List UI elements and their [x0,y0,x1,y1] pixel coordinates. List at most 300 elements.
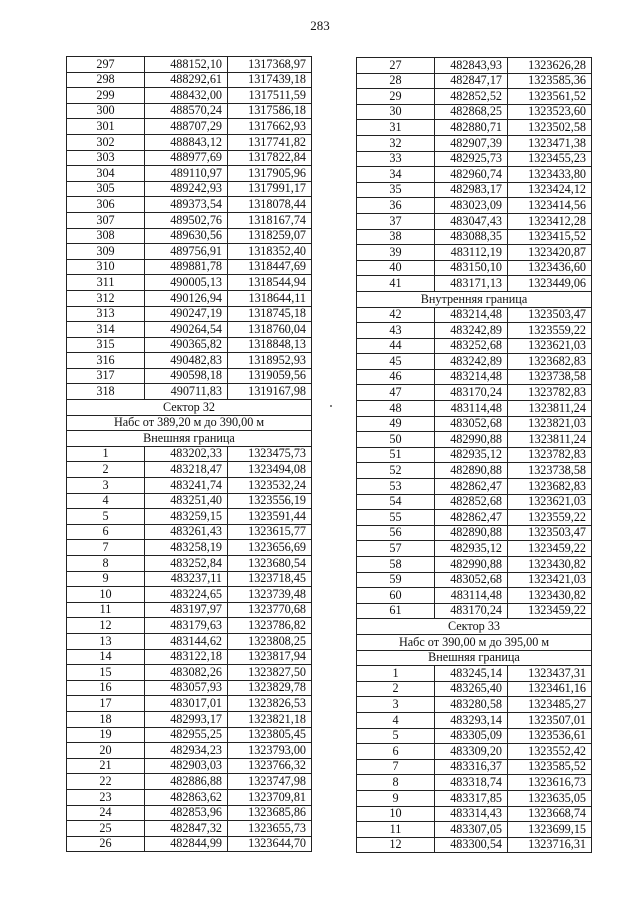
coord-x: 483144,62 [145,633,228,649]
table-row [357,260,592,276]
table-row [357,510,592,526]
point-number: 3 [357,697,435,713]
coord-x: 483150,10 [435,260,508,276]
table-row [357,385,592,401]
coord-x: 483224,65 [145,587,228,603]
coord-y: 1323559,22 [508,323,592,339]
table-row [67,540,312,556]
coord-y: 1323502,58 [508,120,592,136]
coord-x: 483242,89 [435,323,508,339]
point-number: 28 [357,73,435,89]
coord-y: 1323412,28 [508,213,592,229]
point-number: 51 [357,447,435,463]
coord-y: 1318447,69 [228,259,312,275]
coord-x: 482993,17 [145,711,228,727]
point-number: 50 [357,432,435,448]
coord-y: 1318259,07 [228,228,312,244]
table-row [357,432,592,448]
coord-y: 1323585,52 [508,759,592,775]
coord-x: 483052,68 [435,416,508,432]
coord-y: 1323782,83 [508,447,592,463]
coordinates-table-right [356,57,592,853]
coord-y: 1323459,22 [508,603,592,619]
coord-y: 1319059,56 [228,368,312,384]
coord-x: 482863,62 [145,789,228,805]
coord-y: 1323811,24 [508,401,592,417]
coord-x: 482907,39 [435,135,508,151]
coord-x: 483316,37 [435,759,508,775]
table-row [67,665,312,681]
coord-y: 1323561,52 [508,89,592,105]
point-number: 30 [357,104,435,120]
table-row [357,104,592,120]
coord-y: 1317741,82 [228,134,312,150]
coord-y: 1318644,11 [228,290,312,306]
point-number: 15 [67,665,145,681]
point-number: 12 [67,618,145,634]
table-row [67,556,312,572]
page-number: 283 [310,18,330,33]
point-number: 309 [67,244,145,260]
point-number: 5 [67,509,145,525]
point-number: 37 [357,213,435,229]
coord-y: 1323644,70 [228,836,312,852]
coord-x: 483317,85 [435,790,508,806]
coord-y: 1323621,03 [508,494,592,510]
point-number: 38 [357,229,435,245]
table-row [67,275,312,291]
coord-x: 482862,47 [435,510,508,526]
coord-x: 483261,43 [145,524,228,540]
point-number: 304 [67,166,145,182]
point-number: 312 [67,290,145,306]
point-number: 36 [357,198,435,214]
coord-x: 483170,24 [435,385,508,401]
coord-y: 1318078,44 [228,197,312,213]
coord-y: 1323699,15 [508,822,592,838]
coord-x: 482880,71 [435,120,508,136]
coord-y: 1318760,04 [228,322,312,338]
point-number: 41 [357,276,435,292]
table-row [357,806,592,822]
coord-x: 482853,96 [145,805,228,821]
table-row [357,276,592,292]
coord-y: 1323433,80 [508,167,592,183]
table-row [357,447,592,463]
coord-x: 483171,13 [435,276,508,292]
point-number: 5 [357,728,435,744]
point-number: 317 [67,368,145,384]
coord-x: 483202,33 [145,446,228,462]
coord-x: 483241,74 [145,478,228,494]
coord-x: 483307,05 [435,822,508,838]
coord-y: 1323829,78 [228,680,312,696]
coord-y: 1323461,16 [508,681,592,697]
coord-x: 482862,47 [435,479,508,495]
point-number: 18 [67,711,145,727]
point-number: 4 [357,712,435,728]
table-row [67,134,312,150]
table-row [67,836,312,852]
coord-x: 490247,19 [145,306,228,322]
coord-y: 1317439,18 [228,72,312,88]
coord-x: 483293,14 [435,712,508,728]
point-number: 11 [67,602,145,618]
coord-x: 490005,13 [145,275,228,291]
point-number: 310 [67,259,145,275]
coord-y: 1323786,82 [228,618,312,634]
coord-x: 482886,88 [145,774,228,790]
coord-y: 1323616,73 [508,775,592,791]
table-row [357,557,592,573]
table-row [67,462,312,478]
table-row [67,789,312,805]
coord-y: 1323475,73 [228,446,312,462]
table-row [357,229,592,245]
section-header-row [67,431,312,447]
coord-y: 1323817,94 [228,649,312,665]
table-row [67,244,312,260]
section-header-row [357,291,592,307]
coord-x: 490711,83 [145,384,228,400]
table-row [67,368,312,384]
table-row [357,479,592,495]
coord-x: 483088,35 [435,229,508,245]
coord-y: 1323793,00 [228,743,312,759]
table-row [357,58,592,74]
point-number: 297 [67,57,145,73]
coord-y: 1323718,45 [228,571,312,587]
point-number: 6 [357,744,435,760]
table-row [357,541,592,557]
point-number: 313 [67,306,145,322]
point-number: 20 [67,743,145,759]
point-number: 25 [67,821,145,837]
coord-x: 482890,88 [435,525,508,541]
table-row [357,416,592,432]
point-number: 55 [357,510,435,526]
section-header: Внешняя граница [67,431,312,447]
point-number: 52 [357,463,435,479]
point-number: 16 [67,680,145,696]
coord-x: 483305,09 [435,728,508,744]
section-header: Сектор 32 [67,400,312,416]
coord-x: 483112,19 [435,245,508,261]
point-number: 53 [357,479,435,495]
table-row [357,728,592,744]
point-number: 47 [357,385,435,401]
coord-x: 489756,91 [145,244,228,260]
section-header-row [67,400,312,416]
point-number: 315 [67,337,145,353]
coord-x: 489373,54 [145,197,228,213]
point-number: 35 [357,182,435,198]
table-row [67,743,312,759]
coord-y: 1317662,93 [228,119,312,135]
table-body-right [357,58,592,853]
section-header-row [357,619,592,635]
table-row [357,135,592,151]
point-number: 13 [67,633,145,649]
coord-x: 482852,52 [435,89,508,105]
coord-x: 490482,83 [145,353,228,369]
table-row [67,384,312,400]
coord-x: 489502,76 [145,212,228,228]
point-number: 1 [67,446,145,462]
coord-y: 1323559,22 [508,510,592,526]
coord-y: 1323494,08 [228,462,312,478]
point-number: 32 [357,135,435,151]
coord-y: 1323591,44 [228,509,312,525]
coord-x: 483265,40 [435,681,508,697]
section-header: Внутренняя граница [357,291,592,307]
coord-x: 482844,99 [145,836,228,852]
coord-x: 488977,69 [145,150,228,166]
coord-y: 1323420,87 [508,245,592,261]
coord-x: 482983,17 [435,182,508,198]
table-body-left [67,57,312,852]
coord-x: 482990,88 [435,557,508,573]
coord-x: 483214,48 [435,369,508,385]
point-number: 299 [67,88,145,104]
table-row [67,103,312,119]
coord-y: 1317822,84 [228,150,312,166]
table-row [357,213,592,229]
coord-y: 1323811,24 [508,432,592,448]
coord-x: 482925,73 [435,151,508,167]
point-number: 316 [67,353,145,369]
table-row [357,603,592,619]
coord-y: 1323827,50 [228,665,312,681]
table-row [67,306,312,322]
section-header: Внешняя граница [357,650,592,666]
point-number: 12 [357,837,435,853]
table-row [67,711,312,727]
table-row [67,446,312,462]
table-row [357,681,592,697]
point-number: 31 [357,120,435,136]
point-number: 19 [67,727,145,743]
point-number: 61 [357,603,435,619]
table-row [357,338,592,354]
coord-x: 490365,82 [145,337,228,353]
table-row [357,463,592,479]
point-number: 3 [67,478,145,494]
coord-y: 1323471,38 [508,135,592,151]
coord-x: 489110,97 [145,166,228,182]
coord-y: 1317511,59 [228,88,312,104]
coord-x: 490126,94 [145,290,228,306]
point-number: 59 [357,572,435,588]
coord-x: 483280,58 [435,697,508,713]
coord-x: 483047,43 [435,213,508,229]
point-number: 34 [357,167,435,183]
coord-y: 1318544,94 [228,275,312,291]
coord-y: 1323421,03 [508,572,592,588]
coord-y: 1323770,68 [228,602,312,618]
table-row [67,509,312,525]
table-row [67,571,312,587]
coord-y: 1317905,96 [228,166,312,182]
point-number: 39 [357,245,435,261]
coord-x: 488570,24 [145,103,228,119]
coord-x: 488152,10 [145,57,228,73]
coord-y: 1318952,93 [228,353,312,369]
table-row [357,198,592,214]
point-number: 8 [357,775,435,791]
point-number: 307 [67,212,145,228]
coord-y: 1323739,48 [228,587,312,603]
coord-y: 1317991,17 [228,181,312,197]
coord-x: 489242,93 [145,181,228,197]
point-number: 57 [357,541,435,557]
table-row [357,666,592,682]
point-number: 2 [357,681,435,697]
coord-y: 1323437,31 [508,666,592,682]
coord-y: 1323782,83 [508,385,592,401]
coord-x: 483179,63 [145,618,228,634]
coord-x: 488707,29 [145,119,228,135]
coord-y: 1323430,82 [508,557,592,573]
table-row [67,805,312,821]
coord-x: 483114,48 [435,401,508,417]
coord-x: 483218,47 [145,462,228,478]
point-number: 44 [357,338,435,354]
table-row [67,228,312,244]
coord-y: 1323656,69 [228,540,312,556]
coord-x: 482903,03 [145,758,228,774]
point-number: 58 [357,557,435,573]
coord-x: 488292,61 [145,72,228,88]
table-row [357,759,592,775]
coord-y: 1323585,36 [508,73,592,89]
table-row [67,353,312,369]
table-row [357,354,592,370]
table-row [357,525,592,541]
point-number: 4 [67,493,145,509]
point-number: 17 [67,696,145,712]
coord-y: 1319167,98 [228,384,312,400]
point-number: 6 [67,524,145,540]
coord-y: 1323424,12 [508,182,592,198]
coord-y: 1323738,58 [508,369,592,385]
point-number: 9 [357,790,435,806]
coord-y: 1323430,82 [508,588,592,604]
coord-y: 1323455,23 [508,151,592,167]
coord-x: 482847,32 [145,821,228,837]
table-row [357,245,592,261]
point-number: 8 [67,556,145,572]
table-row [357,837,592,853]
coord-x: 483245,14 [435,666,508,682]
coordinates-table-left [66,56,312,852]
coord-x: 483214,48 [435,307,508,323]
coord-x: 483251,40 [145,493,228,509]
coord-x: 482852,68 [435,494,508,510]
coord-y: 1323808,25 [228,633,312,649]
table-row [67,821,312,837]
coord-y: 1323523,60 [508,104,592,120]
table-row [67,633,312,649]
coord-x: 482935,12 [435,447,508,463]
table-row [357,712,592,728]
coord-y: 1323621,03 [508,338,592,354]
table-row [357,323,592,339]
coord-x: 488432,00 [145,88,228,104]
coord-x: 483314,43 [435,806,508,822]
table-row [67,197,312,213]
table-row [67,337,312,353]
point-number: 298 [67,72,145,88]
coord-x: 482847,17 [435,73,508,89]
coord-x: 483052,68 [435,572,508,588]
coord-y: 1323826,53 [228,696,312,712]
coord-y: 1323556,19 [228,493,312,509]
coord-y: 1323552,42 [508,744,592,760]
table-row [67,212,312,228]
coord-y: 1318352,40 [228,244,312,260]
section-header-row [67,415,312,431]
coord-y: 1317586,18 [228,103,312,119]
point-number: 301 [67,119,145,135]
coord-x: 483237,11 [145,571,228,587]
coord-x: 488843,12 [145,134,228,150]
point-number: 300 [67,103,145,119]
table-row [357,588,592,604]
coord-y: 1323503,47 [508,307,592,323]
coord-x: 483017,01 [145,696,228,712]
point-number: 48 [357,401,435,417]
point-number: 9 [67,571,145,587]
table-row [357,697,592,713]
table-row [357,73,592,89]
table-row [67,618,312,634]
point-number: 45 [357,354,435,370]
coord-x: 482843,93 [435,58,508,74]
coord-x: 483259,15 [145,509,228,525]
coord-y: 1317368,97 [228,57,312,73]
table-row [67,524,312,540]
table-row [357,369,592,385]
table-row [67,727,312,743]
table-row [67,181,312,197]
coord-x: 482934,23 [145,743,228,759]
point-number: 308 [67,228,145,244]
table-row [67,758,312,774]
coord-y: 1323626,28 [508,58,592,74]
point-number: 43 [357,323,435,339]
table-row [67,166,312,182]
point-number: 22 [67,774,145,790]
point-number: 27 [357,58,435,74]
point-number: 46 [357,369,435,385]
coord-y: 1323536,61 [508,728,592,744]
coord-x: 482955,25 [145,727,228,743]
table-row [67,290,312,306]
point-number: 49 [357,416,435,432]
coord-y: 1323415,52 [508,229,592,245]
table-row [357,89,592,105]
point-number: 29 [357,89,435,105]
table-row [357,120,592,136]
table-row [67,696,312,712]
coord-y: 1323485,27 [508,697,592,713]
coord-x: 483258,19 [145,540,228,556]
point-number: 26 [67,836,145,852]
coord-y: 1323682,83 [508,479,592,495]
table-row [67,57,312,73]
coord-x: 482960,74 [435,167,508,183]
